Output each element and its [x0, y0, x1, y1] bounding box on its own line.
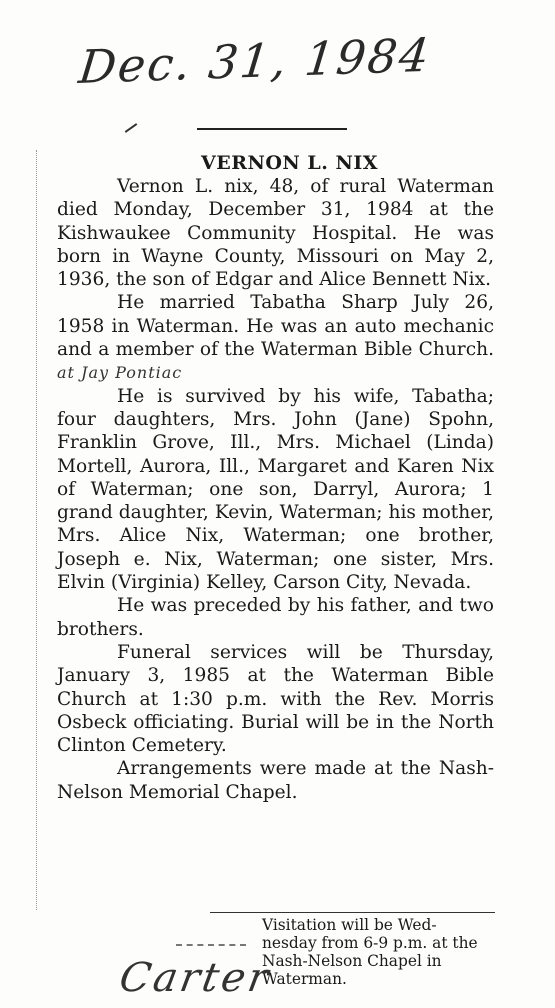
bottom-rule	[210, 912, 495, 913]
pen-tick-mark	[125, 123, 138, 133]
handwritten-annotation: at Jay Pontiac	[57, 363, 183, 383]
visitation-line: Visitation will be Wed-	[262, 916, 437, 934]
paragraph-marriage-work	[57, 291, 494, 384]
visitation-line: Waterman.	[262, 970, 347, 988]
paragraph-marriage-text: He married Tabatha Sharp July 26, 1958 in Waterman. He was an auto mechanic and a member of the Waterman Bible Church.	[57, 292, 494, 361]
obituary-body	[57, 175, 494, 804]
bottom-scribble: Carter	[115, 955, 275, 1001]
visitation-note	[262, 916, 492, 988]
paragraph-preceded: He was preceded by his father, and two brothers.	[57, 595, 494, 640]
visitation-line: nesday from 6-9 p.m. at the	[262, 934, 478, 952]
paragraph-funeral: Funeral services will be Thursday, January 3, 1985 at the Waterman Bible Church at 1:30 p.m. with the Rev. Morris Osbeck officiating. Burial will be in the North Clinton Cemetery.	[57, 641, 494, 757]
paragraph-death-birth: Vernon L. nix, 48, of rural Waterman died Monday, December 31, 1984 at the Kishwaukee Community Hospital. He was born in Wayne County, Missouri on May 2, 1936, the son of Edgar and Alice Bennett Nix.	[57, 176, 494, 291]
dashed-cut-line	[176, 944, 246, 946]
clipping-edge	[36, 150, 38, 910]
paragraph-arrangements: Arrangements were made at the Nash-Nelson Memorial Chapel.	[57, 758, 494, 803]
obituary-headline: VERNON L. NIX	[201, 152, 378, 174]
paragraph-survivors: He is survived by his wife, Tabatha; four daughters, Mrs. John (Jane) Spohn, Franklin Grove, Ill., Mrs. Michael (Linda) Mortell, Aurora, Ill., Margaret and Karen Nix of Waterman; one son, Darryl, Aurora; 1 grand daughter, Kevin, Waterman; his mother, Mrs. Alice Nix, Waterman; one brother, Joseph e. Nix, Waterman; one sister, Mrs. Elvin (Virginia) Kelley, Carson City, Nevada.	[57, 385, 494, 594]
top-rule	[197, 128, 347, 130]
handwritten-date: Dec. 31, 1984	[76, 27, 434, 94]
visitation-line: Nash-Nelson Chapel in	[262, 952, 442, 970]
